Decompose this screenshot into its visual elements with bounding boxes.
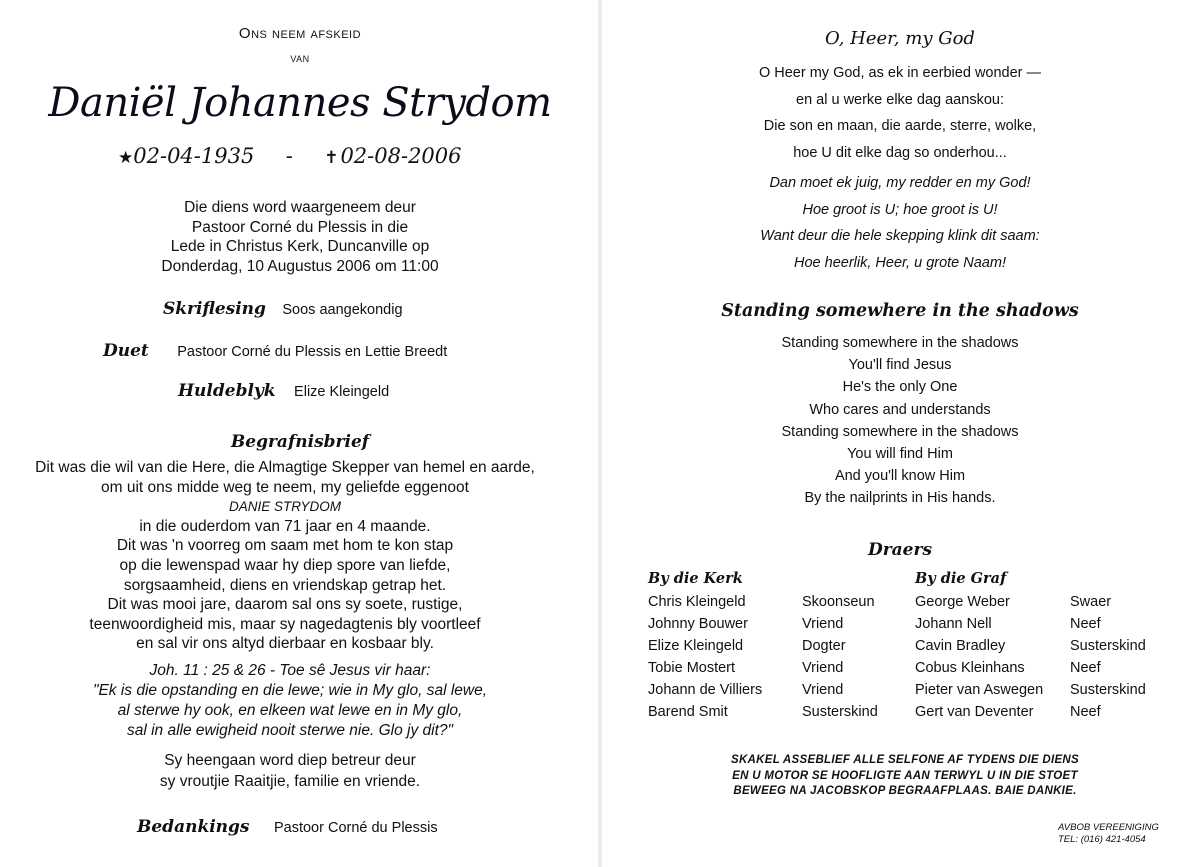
program-item-skriflesing — [163, 299, 403, 319]
hymn1-chorus — [670, 170, 1130, 276]
hymn-line: Die son en maan, die aarde, sterre, wolke, — [763, 118, 1037, 134]
heading-line1: Ons neem afskeid — [238, 25, 362, 42]
church-bearer-name: Elize Kleingeld — [648, 638, 744, 654]
program-value: Elize Kleingeld — [294, 384, 390, 400]
service-line: Pastoor Corné du Plessis in die — [191, 218, 409, 236]
verse-line: "Ek is die opstanding en die lewe; wie in My glo, sal lewe, — [92, 682, 488, 699]
letter-line: om uit ons midde weg te neem, my geliefde eggenoot — [101, 478, 469, 496]
phone-notice — [680, 753, 1130, 800]
letter-line-name: DANIE STRYDOM — [228, 499, 341, 515]
chorus-line: Dan moet ek juig, my redder en my God! — [769, 175, 1031, 191]
grave-bearers-header: By die Graf — [915, 570, 1007, 587]
grave-bearer-relation: Susterskind — [1070, 638, 1146, 654]
hymn-line: Who cares and understands — [809, 401, 991, 418]
hymn2-lyrics — [670, 332, 1130, 510]
program-value: Pastoor Corné du Plessis en Lettie Breedt — [177, 344, 448, 360]
life-dates — [118, 144, 478, 168]
service-line: Die diens word waargeneem deur — [184, 199, 416, 216]
program-label: Skriflesing — [163, 299, 266, 319]
church-bearer-name: Johann de Villiers — [648, 682, 763, 698]
hymn-line: You'll find Jesus — [848, 357, 952, 374]
notice-line: BEWEEG NA JACOBSKOP BEGRAAFPLAAS. BAIE DANKIE. — [733, 785, 1077, 797]
hymn-line: You will find Him — [847, 446, 953, 463]
grave-bearer-name: Pieter van Aswegen — [915, 682, 1044, 698]
thanks — [137, 817, 438, 837]
date-separator: - — [285, 144, 293, 168]
scripture-verse — [20, 661, 560, 741]
hymn-line: en al u werke elke dag aanskou: — [796, 91, 1004, 108]
church-bearer-name: Tobie Mostert — [648, 660, 736, 676]
hymn2-title: Standing somewhere in the shadows — [721, 301, 1079, 321]
program-item-huldeblyk — [178, 381, 389, 401]
program-value: Soos aangekondig — [282, 302, 403, 318]
verse-line: al sterwe hy ook, en elkeen wat lewe en in My glo, — [117, 702, 463, 719]
bearers-title: Draers — [867, 540, 933, 560]
church-bearer-name: Barend Smit — [648, 704, 728, 720]
death-date: 02-08-2006 — [340, 144, 462, 168]
mourn-line: sy vroutjie Raaitjie, familie en vriende. — [159, 773, 421, 790]
grave-bearer-name: George Weber — [915, 594, 1010, 610]
chorus-line: Hoe groot is U; hoe groot is U! — [802, 201, 998, 218]
program-label: Huldeblyk — [178, 381, 276, 401]
letter-line: Dit was die wil van die Here, die Almagtige Skepper van hemel en aarde, — [35, 459, 535, 476]
cross-icon: ✝ — [324, 148, 339, 168]
funeral-letter — [0, 458, 570, 654]
church-bearer-relation: Vriend — [802, 682, 844, 698]
church-bearer-relation: Vriend — [802, 616, 844, 632]
church-bearer-relation: Dogter — [802, 638, 846, 654]
hymn-line: O Heer my God, as ek in eerbied wonder — — [758, 65, 1042, 81]
program-label: Duet — [103, 341, 149, 361]
letter-line: Dit was mooi jare, daarom sal ons sy soete, rustige, — [107, 596, 463, 614]
grave-bearer-relation: Swaer — [1070, 594, 1112, 610]
hymn-line: Standing somewhere in the shadows — [781, 335, 1019, 351]
church-bearer-relation: Susterskind — [802, 704, 878, 720]
thanks-label: Bedankings — [137, 817, 250, 837]
church-bearer-relation: Skoonseun — [802, 594, 875, 610]
chorus-line: Want deur die hele skepping klink dit saam: — [760, 228, 1040, 244]
letter-line: in die ouderdom van 71 jaar en 4 maande. — [139, 517, 431, 535]
grave-bearer-name: Cobus Kleinhans — [915, 660, 1025, 676]
church-bearer-name: Johnny Bouwer — [648, 616, 748, 632]
letter-line: op die lewenspad waar hy diep spore van liefde, — [119, 556, 451, 574]
hymn-line: And you'll know Him — [834, 468, 966, 485]
undertaker-info — [1058, 822, 1198, 846]
grave-bearer-name: Gert van Deventer — [915, 704, 1034, 720]
undertaker-name: AVBOB VEREENIGING — [1058, 822, 1159, 833]
deceased-name: Daniël Johannes Strydom — [48, 80, 552, 126]
grave-bearer-relation: Neef — [1070, 616, 1101, 632]
hymn1-verse — [670, 60, 1130, 166]
mourn-line: Sy heengaan word diep betreur deur — [164, 752, 416, 769]
church-bearer-relation: Vriend — [802, 660, 844, 676]
star-icon: ★ — [118, 148, 134, 168]
letter-line: teenwoordigheid mis, maar sy nagedagtenis bly voortleef — [89, 615, 481, 633]
letter-line: sorgsaamheid, diens en vriendskap getrap het. — [123, 576, 447, 594]
grave-bearer-name: Johann Nell — [915, 616, 992, 632]
letter-line: en sal vir ons altyd dierbaar en kosbaar bly. — [136, 635, 434, 653]
thanks-value: Pastoor Corné du Plessis — [273, 820, 438, 836]
grave-bearer-relation: Susterskind — [1070, 682, 1146, 698]
program-item-duet — [103, 341, 447, 361]
letter-line: Dit was 'n voorreg om saam met hom te kon stap — [116, 537, 454, 555]
notice-line: SKAKEL ASSEBLIEF ALLE SELFONE AF TYDENS DIE DIENS — [730, 754, 1080, 766]
service-details — [90, 198, 510, 276]
mourners — [50, 750, 530, 792]
undertaker-phone: TEL: (016) 421-4054 — [1058, 834, 1146, 845]
hymn-line: Standing somewhere in the shadows — [781, 423, 1019, 440]
grave-bearer-relation: Neef — [1070, 660, 1101, 676]
verse-line: sal in alle ewigheid nooit sterwe nie. Glo jy dit?" — [126, 722, 453, 739]
letter-title: Begrafnisbrief — [230, 432, 370, 452]
service-line: Lede in Christus Kerk, Duncanville op — [170, 238, 430, 255]
church-bearers-header: By die Kerk — [648, 570, 743, 587]
birth-date: 02-04-1935 — [133, 144, 255, 168]
service-line: Donderdag, 10 Augustus 2006 om 11:00 — [161, 257, 439, 275]
hymn1-title: O, Heer, my God — [825, 28, 975, 49]
hymn-line: By the nailprints in His hands. — [804, 490, 996, 507]
heading-line2: van — [290, 50, 310, 65]
grave-bearer-relation: Neef — [1070, 704, 1101, 720]
notice-line: EN U MOTOR SE HOOFLIGTE AAN TERWYL U IN DIE STOET — [732, 769, 1078, 782]
chorus-line: Hoe heerlik, Heer, u grote Naam! — [794, 254, 1006, 271]
hymn-line: He's the only One — [842, 379, 958, 396]
right-page — [600, 0, 1200, 867]
church-bearer-name: Chris Kleingeld — [648, 594, 746, 610]
verse-line: Joh. 11 : 25 & 26 - Toe sê Jesus vir haar: — [149, 662, 431, 679]
hymn-line: hoe U dit elke dag so onderhou... — [793, 144, 1007, 161]
grave-bearer-name: Cavin Bradley — [915, 638, 1006, 654]
